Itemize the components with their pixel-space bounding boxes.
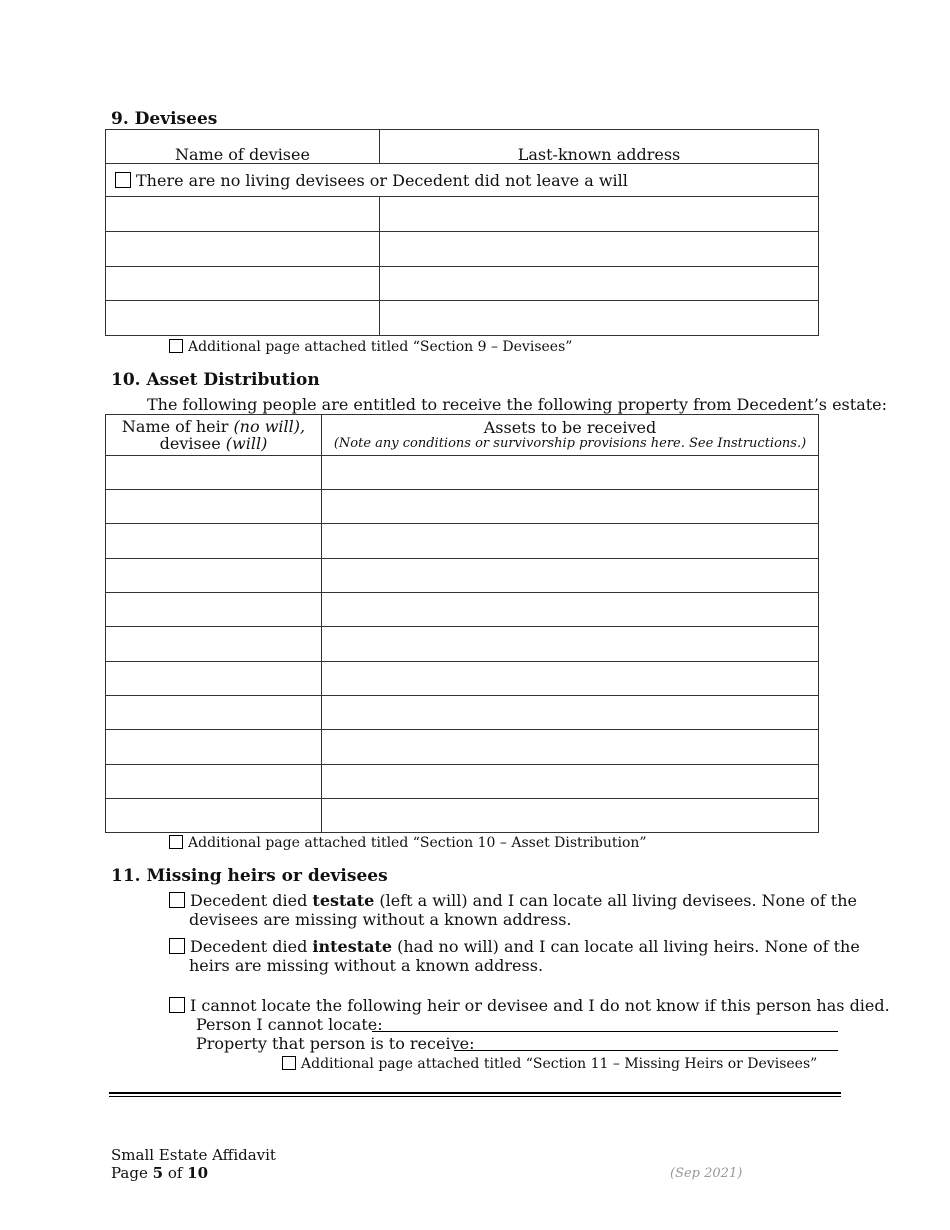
- section-10-additional-page-checkbox[interactable]: [169, 835, 183, 849]
- assets-cell[interactable]: [322, 456, 819, 490]
- heir-name-cell[interactable]: [106, 799, 322, 833]
- section-10-heading: 10. Asset Distribution: [111, 370, 320, 390]
- devisee-name-cell[interactable]: [106, 301, 380, 336]
- assets-cell[interactable]: [322, 730, 819, 765]
- devisee-address-cell[interactable]: [380, 197, 819, 232]
- testate-option: Decedent died testate (left a will) and I can locate all living devisees. None of the devisees are missing without a known address.: [169, 891, 857, 929]
- section-11-additional-page: [282, 1053, 817, 1072]
- cannot-locate-checkbox[interactable]: [169, 997, 185, 1013]
- property-label: Property that person is to receive:: [196, 1034, 475, 1053]
- heir-name-cell[interactable]: [106, 490, 322, 524]
- heir-name-cell[interactable]: [106, 765, 322, 799]
- assets-header: Assets to be received (Note any conditions or survivorship provisions here. See Instructions.): [322, 415, 819, 456]
- devisee-name-cell[interactable]: [106, 267, 380, 301]
- devisee-address-header: Last-known address: [380, 130, 819, 164]
- assets-cell[interactable]: [322, 799, 819, 833]
- heir-name-cell[interactable]: [106, 696, 322, 730]
- assets-cell[interactable]: [322, 765, 819, 799]
- section-11-additional-page-label: Additional page attached titled “Section 11 – Missing Heirs or Devisees”: [301, 1056, 818, 1072]
- assets-cell[interactable]: [322, 524, 819, 559]
- devisees-table: [105, 129, 819, 336]
- section-9-additional-page-checkbox[interactable]: [169, 339, 183, 353]
- asset-distribution-table: [105, 414, 819, 833]
- person-label: Person I cannot locate:: [196, 1015, 383, 1034]
- form-title: Small Estate Affidavit: [111, 1146, 276, 1164]
- section-9-heading: 9. Devisees: [111, 109, 218, 129]
- section-11-heading: 11. Missing heirs or devisees: [111, 866, 388, 886]
- devisee-name-cell[interactable]: [106, 197, 380, 232]
- assets-cell[interactable]: [322, 662, 819, 696]
- revision-date: (Sep 2021): [670, 1166, 743, 1181]
- section-10-intro: The following people are entitled to receive the following property from Decedent’s estate:: [147, 395, 888, 414]
- heir-name-cell[interactable]: [106, 593, 322, 627]
- person-input-line[interactable]: [372, 1031, 838, 1032]
- assets-cell[interactable]: [322, 490, 819, 524]
- section-10-additional-page: [169, 832, 647, 851]
- devisee-address-cell[interactable]: [380, 267, 819, 301]
- property-input-line[interactable]: [454, 1050, 838, 1051]
- section-9-additional-page-label: Additional page attached titled “Section 9 – Devisees”: [188, 339, 573, 355]
- heir-name-cell[interactable]: [106, 730, 322, 765]
- heir-name-cell[interactable]: [106, 662, 322, 696]
- no-devisees-label: There are no living devisees or Decedent did not leave a will: [136, 170, 628, 190]
- devisee-address-cell[interactable]: [380, 232, 819, 267]
- footer-divider-thin: [109, 1096, 841, 1097]
- devisee-name-header: Name of devisee: [106, 130, 380, 164]
- no-devisees-row: [106, 164, 819, 197]
- no-devisees-checkbox[interactable]: [115, 172, 131, 188]
- intestate-option: Decedent died intestate (had no will) and I can locate all living heirs. None of the heirs are missing without a known address.: [169, 937, 860, 975]
- section-9-additional-page: [169, 336, 572, 355]
- section-11-additional-page-checkbox[interactable]: [282, 1056, 296, 1070]
- assets-cell[interactable]: [322, 559, 819, 593]
- devisee-address-cell[interactable]: [380, 301, 819, 336]
- heir-name-header: Name of heir (no will), devisee (will): [106, 415, 322, 456]
- heir-name-cell[interactable]: [106, 456, 322, 490]
- section-10-additional-page-label: Additional page attached titled “Section 10 – Asset Distribution”: [188, 835, 647, 851]
- heir-name-cell[interactable]: [106, 627, 322, 662]
- intestate-checkbox[interactable]: [169, 938, 185, 954]
- testate-checkbox[interactable]: [169, 892, 185, 908]
- devisee-name-cell[interactable]: [106, 232, 380, 267]
- assets-cell[interactable]: [322, 696, 819, 730]
- cannot-locate-option: I cannot locate the following heir or devisee and I do not know if this person has died.: [169, 996, 890, 1015]
- heir-name-cell[interactable]: [106, 559, 322, 593]
- heir-name-cell[interactable]: [106, 524, 322, 559]
- page-number: Page 5 of 10: [111, 1164, 209, 1182]
- assets-cell[interactable]: [322, 593, 819, 627]
- assets-header-note: (Note any conditions or survivorship provisions here. See Instructions.): [333, 436, 807, 451]
- assets-cell[interactable]: [322, 627, 819, 662]
